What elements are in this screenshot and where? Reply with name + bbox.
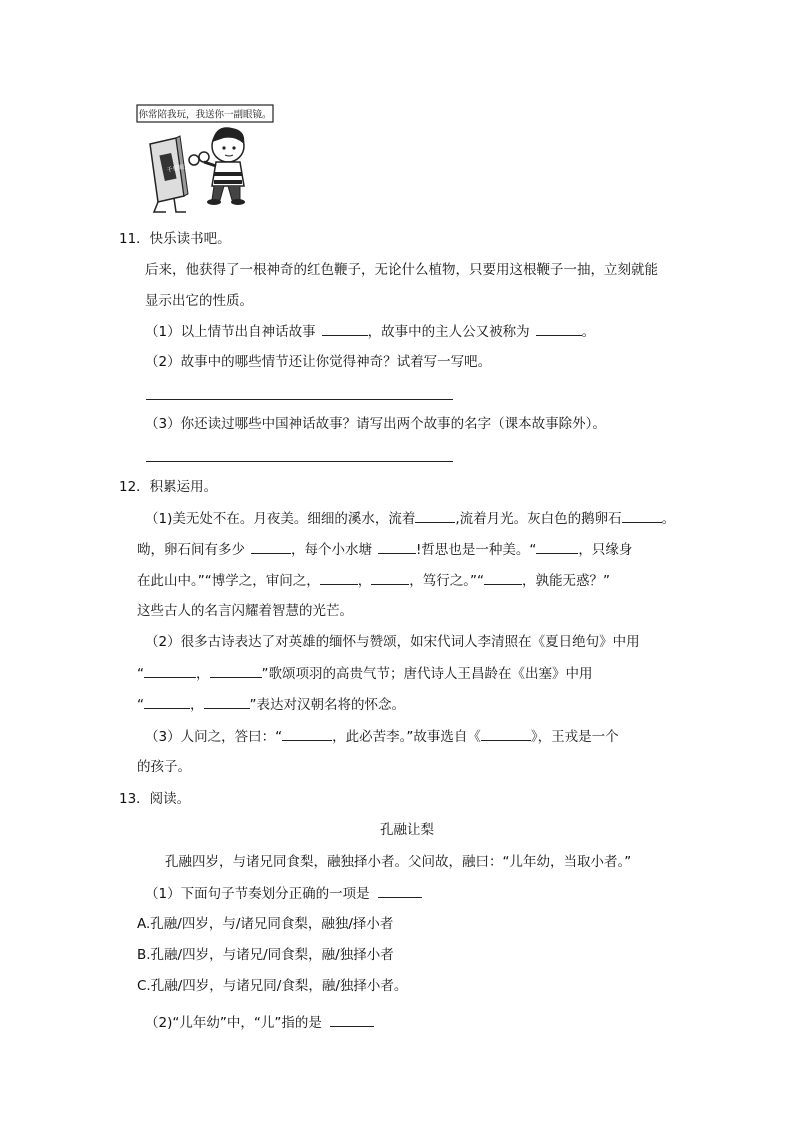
q12-blank[interactable] (371, 570, 409, 585)
q12-s1-l1-a: （1)美无处不在。月夜美。细细的溪水，流着 (145, 511, 416, 527)
q13-sub2-text: （2)“儿年幼”中，“儿”指的是 (145, 1015, 322, 1031)
q13-option-b[interactable]: B.孔融/四岁，与诸兄/同食梨，融/独择小者 (137, 947, 394, 963)
q12-blank[interactable] (144, 694, 190, 709)
q12-s2-line2 (137, 663, 593, 684)
q12-blank[interactable] (481, 726, 531, 741)
q11-sub1 (145, 321, 595, 342)
q13-option-c[interactable]: C.孔融/四岁，与诸兄同/食梨，融/独择小者。 (137, 978, 408, 994)
q12-s1-l2-b: ，每个小水塘 (291, 542, 372, 558)
q11-passage-line2: 显示出它的性质。 (145, 293, 253, 309)
q12-s1-l1-b: ,流着月光。灰白色的鹅卵石 (455, 511, 622, 527)
q12-s1-l3-b: ， (357, 573, 372, 589)
q12-s3-line1 (145, 726, 619, 747)
book-label: 千里眼 (166, 163, 186, 175)
q12-s1-l3-c: ，笃行之。”“ (409, 573, 484, 589)
q12-s3-l1-b: ，此必苦李。”故事选自《 (332, 729, 481, 745)
q11-sub2-answer-line[interactable] (146, 399, 453, 400)
q12-s2-line3 (137, 694, 405, 715)
q13-sub1-text: （1）下面句子节奏划分正确的一项是 (145, 886, 370, 902)
q12-s1-line4: 这些古人的名言闪耀着智慧的光芒。 (137, 603, 353, 619)
cartoon-illustration (136, 102, 276, 217)
q11-passage-line1: 后来，他获得了一根神奇的红色鞭子，无论什么植物，只要用这根鞭子一抽，立刻就能 (145, 262, 658, 278)
q12-blank[interactable] (622, 508, 662, 523)
q13-passage: 孔融四岁，与诸兄同食梨，融独择小者。父问故，融曰：“儿年幼，当取小者。” (165, 854, 632, 870)
q12-s2-l2-b: ， (196, 666, 210, 682)
q12-s1-line3 (137, 570, 610, 591)
q11-sub1-text-a: （1）以上情节出自神话故事 (145, 324, 316, 340)
q12-blank[interactable] (204, 694, 250, 709)
q12-s2-line1: （2）很多古诗表达了对英雄的缅怀与赞颂，如宋代词人李清照在《夏日绝句》中用 (145, 634, 640, 650)
q13-sub2 (145, 1012, 374, 1033)
q12-s1-line2 (137, 539, 632, 560)
q13-option-a[interactable]: A.孔融/四岁，与/诸兄同食梨，融独/择小者 (137, 916, 394, 932)
q12-blank[interactable] (536, 539, 578, 554)
q13-title: 13．阅读。 (119, 791, 191, 807)
q12-s1-l2-d: ，只缘身 (578, 542, 633, 558)
q12-s1-l3-d: ，孰能无惑？” (522, 573, 610, 589)
q12-s1-l2-c: !哲思也是一种美。“ (416, 542, 537, 558)
q11-sub1-text-b: ，故事中的主人公又被称为 (367, 324, 530, 340)
q11-sub3: （3）你还读过哪些中国神话故事？请写出两个故事的名字（课本故事除外）。 (145, 416, 606, 432)
q12-s1-l3-a: 在此山中。”“博学之，审问之， (137, 573, 320, 589)
q11-title: 11．快乐读书吧。 (119, 231, 231, 247)
q12-s1-line1 (145, 508, 675, 529)
q12-s2-l3-b: ， (190, 697, 204, 713)
q12-s2-l2-a: “ (137, 666, 144, 682)
q12-s2-l3-a: “ (137, 697, 144, 713)
q12-s3-l1-c: 》，王戎是一个 (530, 729, 619, 745)
book-character (150, 136, 188, 212)
q12-blank[interactable] (484, 570, 522, 585)
q13-sub1 (145, 883, 422, 904)
q12-s3-l1-a: （3）人问之，答曰：“ (145, 729, 283, 745)
q12-blank[interactable] (144, 663, 196, 678)
q11-sub1-blank-1[interactable] (322, 321, 368, 336)
q12-s1-l2-a: 呦，卵石间有多少 (137, 542, 245, 558)
q11-sub1-blank-2[interactable] (536, 321, 582, 336)
q11-sub3-answer-line[interactable] (146, 461, 453, 462)
q11-sub2: （2）故事中的哪些情节还让你觉得神奇？试着写一写吧。 (145, 354, 492, 370)
q12-s1-l1-c: 。 (661, 511, 676, 527)
q12-blank[interactable] (210, 663, 262, 678)
q12-blank[interactable] (320, 570, 358, 585)
q12-s2-l3-c: ”表达对汉朝名将的怀念。 (249, 697, 405, 713)
q12-title: 12．积累运用。 (119, 479, 218, 495)
q12-blank[interactable] (251, 539, 291, 554)
q12-blank[interactable] (378, 539, 416, 554)
boy-character (204, 127, 245, 205)
q11-sub1-text-c: 。 (581, 324, 596, 340)
cartoon-speech: 你常陪我玩，我送你一副眼镜。 (138, 109, 272, 121)
q12-s3-line2: 的孩子。 (137, 759, 191, 775)
q13-passage-title: 孔融让梨 (380, 822, 434, 838)
q12-blank[interactable] (282, 726, 332, 741)
q12-blank[interactable] (415, 508, 455, 523)
q13-sub1-blank[interactable] (378, 883, 422, 898)
q12-s2-l2-c: ”歌颂项羽的高贵气节；唐代诗人王昌龄在《出塞》中用 (261, 666, 593, 682)
q13-sub2-blank[interactable] (330, 1012, 374, 1027)
